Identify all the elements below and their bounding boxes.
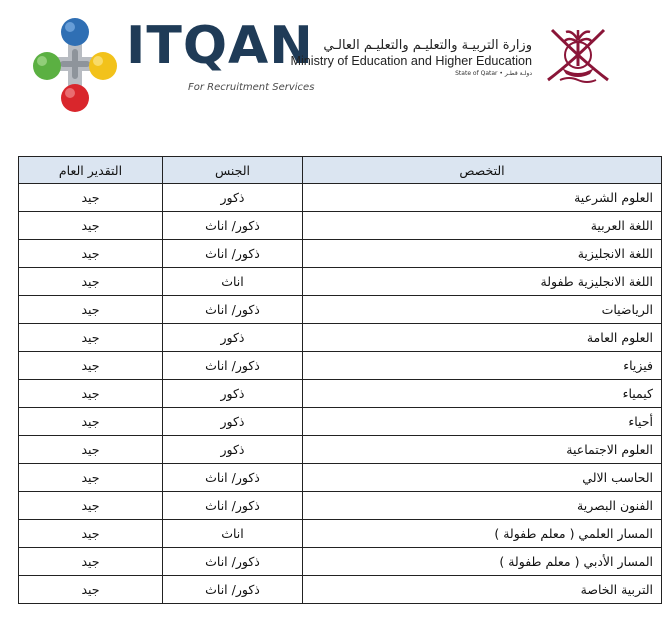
table-row: [19, 464, 662, 492]
cell-gender: ذكور: [163, 408, 303, 436]
cell-specialization: اللغة العربية: [303, 212, 662, 240]
table-row: [19, 492, 662, 520]
cell-gender: ذكور/ اناث: [163, 548, 303, 576]
table-header-row: [19, 157, 662, 184]
cell-specialization: أحياء: [303, 408, 662, 436]
cell-grade: جيد: [19, 520, 163, 548]
cell-gender: ذكور: [163, 184, 303, 212]
cell-grade: جيد: [19, 184, 163, 212]
itqan-logo: [30, 14, 315, 114]
cell-specialization: العلوم العامة: [303, 324, 662, 352]
table-row: [19, 268, 662, 296]
cell-gender: ذكور: [163, 324, 303, 352]
cell-gender: اناث: [163, 268, 303, 296]
cell-grade: جيد: [19, 464, 163, 492]
cell-gender: ذكور/ اناث: [163, 352, 303, 380]
cell-gender: ذكور/ اناث: [163, 240, 303, 268]
table-row: [19, 548, 662, 576]
cell-specialization: اللغة الانجليزية طفولة: [303, 268, 662, 296]
header-specialization: التخصص: [303, 157, 662, 184]
table-header: [19, 157, 662, 184]
table-row: [19, 184, 662, 212]
cell-gender: ذكور/ اناث: [163, 212, 303, 240]
cell-grade: جيد: [19, 492, 163, 520]
ministry-state-line: State of Qatar • دولـة قطـر: [455, 70, 532, 77]
ministry-text-block: [290, 38, 532, 79]
table-row: [19, 324, 662, 352]
table-row: [19, 436, 662, 464]
cell-specialization: العلوم الاجتماعية: [303, 436, 662, 464]
header-grade: التقدير العام: [19, 157, 163, 184]
specializations-table: [18, 156, 662, 604]
cell-specialization: المسار العلمي ( معلم طفولة ): [303, 520, 662, 548]
cell-grade: جيد: [19, 576, 163, 604]
cell-grade: جيد: [19, 408, 163, 436]
cell-specialization: الرياضيات: [303, 296, 662, 324]
ministry-name-arabic: وزارة التربيـة والتعليـم والتعليـم العالـي: [323, 38, 532, 53]
cell-gender: اناث: [163, 520, 303, 548]
table-row: [19, 296, 662, 324]
cell-grade: جيد: [19, 240, 163, 268]
header-gender: الجنس: [163, 157, 303, 184]
table-body: [19, 184, 662, 604]
cell-grade: جيد: [19, 380, 163, 408]
table-row: [19, 576, 662, 604]
cell-specialization: التربية الخاصة: [303, 576, 662, 604]
table-row: [19, 240, 662, 268]
cell-specialization: المسار الأدبي ( معلم طفولة ): [303, 548, 662, 576]
table-row: [19, 380, 662, 408]
cell-grade: جيد: [19, 212, 163, 240]
table-row: [19, 520, 662, 548]
cell-grade: جيد: [19, 296, 163, 324]
cell-specialization: فيزياء: [303, 352, 662, 380]
cell-grade: جيد: [19, 436, 163, 464]
cell-specialization: الفنون البصرية: [303, 492, 662, 520]
cell-specialization: العلوم الشرعية: [303, 184, 662, 212]
cell-gender: ذكور/ اناث: [163, 464, 303, 492]
cell-grade: جيد: [19, 352, 163, 380]
table-row: [19, 212, 662, 240]
qatar-emblem-icon: [542, 22, 614, 88]
cell-gender: ذكور: [163, 436, 303, 464]
cell-gender: ذكور/ اناث: [163, 492, 303, 520]
ministry-logo: [290, 22, 614, 92]
cell-gender: ذكور/ اناث: [163, 296, 303, 324]
cell-specialization: الحاسب الالي: [303, 464, 662, 492]
ministry-name-english: Ministry of Education and Higher Education: [290, 54, 532, 68]
cell-grade: جيد: [19, 268, 163, 296]
itqan-tagline: For Recruitment Services: [188, 82, 315, 93]
cell-specialization: كيمياء: [303, 380, 662, 408]
table-row: [19, 408, 662, 436]
cell-specialization: اللغة الانجليزية: [303, 240, 662, 268]
cell-gender: ذكور: [163, 380, 303, 408]
cell-grade: جيد: [19, 548, 163, 576]
table-row: [19, 352, 662, 380]
cell-gender: ذكور/ اناث: [163, 576, 303, 604]
cell-grade: جيد: [19, 324, 163, 352]
itqan-brand-name: ITQAN: [126, 16, 314, 76]
itqan-logo-mark-icon: [30, 14, 120, 114]
